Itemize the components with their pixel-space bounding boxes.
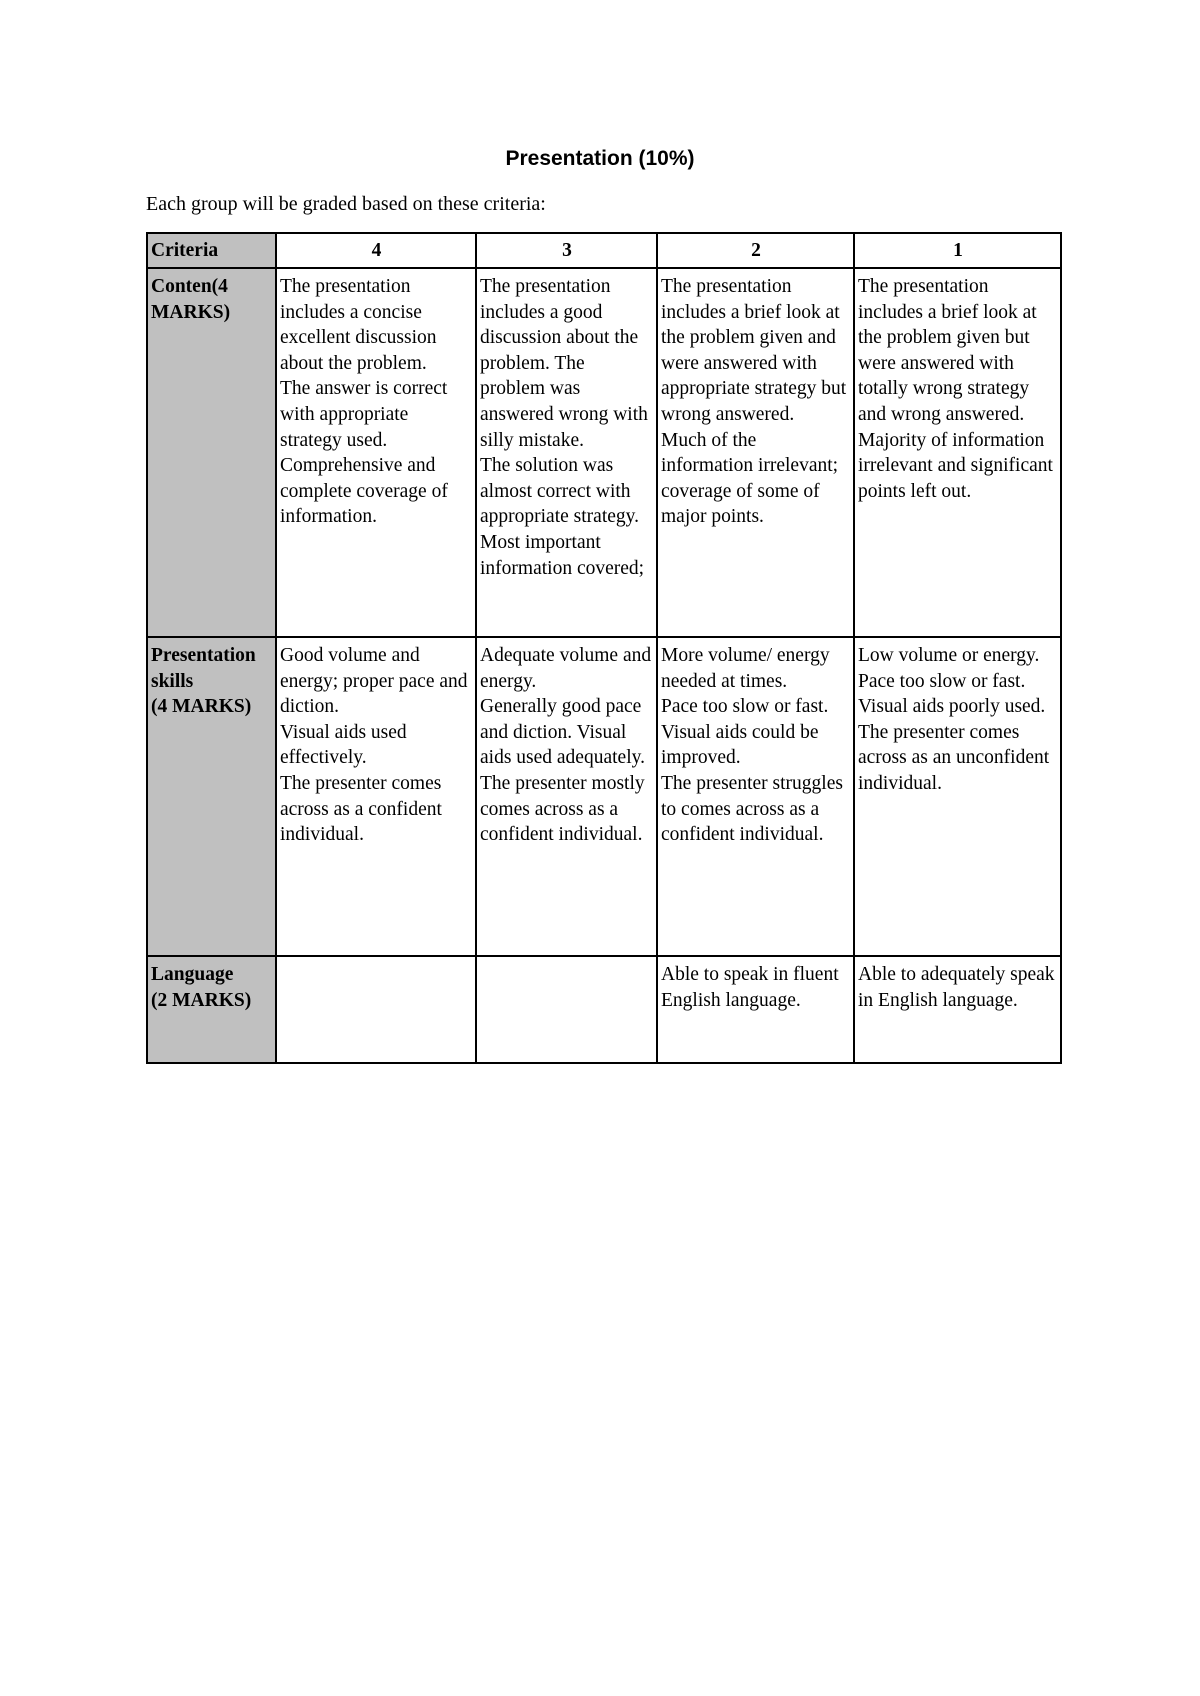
content-score-2-cell: [657, 268, 854, 637]
criterion-label: Presentation skills: [151, 645, 256, 692]
cell-paragraph: Low volume or energy. Pace too slow or fast. Visual aids poorly used.: [858, 645, 1046, 718]
cell-paragraph: The presenter comes across as an unconfident individual.: [858, 721, 1050, 794]
rubric-table: [146, 232, 1062, 1064]
table-row: [147, 268, 1061, 637]
criterion-content: [147, 268, 276, 637]
header-score-4: 4: [276, 233, 476, 268]
cell-paragraph: The presenter struggles to comes across as a confident individual.: [661, 772, 843, 846]
content-score-1-cell: [854, 268, 1061, 637]
cell-paragraph: The presenter mostly comes across as a confident individual.: [480, 772, 645, 846]
intro-text: Each group will be graded based on these criteria:: [146, 193, 546, 215]
content-score-3-cell: [476, 268, 657, 637]
cell-paragraph: Pace too slow or fast. Visual aids could be improved.: [661, 696, 829, 769]
header-score-2: 2: [657, 233, 854, 268]
cell-paragraph: Good volume and energy; proper pace and diction.: [280, 645, 468, 718]
header-criteria: Criteria: [147, 233, 276, 268]
cell-paragraph: The solution was almost correct with appropriate strategy.: [480, 455, 639, 528]
content-score-4-cell: [276, 268, 476, 637]
criterion-presentation-skills: [147, 637, 276, 956]
cell-paragraph: Able to adequately speak in English language.: [858, 964, 1055, 1011]
cell-paragraph: Adequate volume and energy.: [480, 645, 652, 692]
cell-paragraph: The answer is correct with appropriate strategy used.: [280, 378, 448, 451]
skills-score-2-cell: [657, 637, 854, 956]
criterion-label: Language: [151, 964, 234, 985]
criterion-marks: (4 MARKS): [151, 696, 252, 718]
cell-paragraph: The presentation includes a concise excellent discussion about the problem.: [280, 276, 437, 374]
criterion-marks: (2 MARKS): [151, 989, 252, 1011]
skills-score-4-cell: [276, 637, 476, 956]
rubric-header-row: [147, 233, 1061, 268]
criterion-label: Conten(4: [151, 276, 228, 297]
language-score-2-cell: [657, 956, 854, 1063]
header-score-1: 1: [854, 233, 1061, 268]
cell-paragraph: More volume/ energy needed at times.: [661, 645, 830, 692]
cell-paragraph: The presentation includes a brief look at the problem given but were answered with totally wrong strategy and wrong answered.: [858, 276, 1037, 425]
cell-paragraph: Most important information covered;: [480, 531, 645, 579]
language-score-3-cell: [476, 956, 657, 1063]
cell-paragraph: The presentation includes a good discussion about the problem. The problem was answered wrong with silly mistake.: [480, 276, 648, 451]
cell-paragraph: Able to speak in fluent English language.: [661, 964, 839, 1011]
language-score-4-cell: [276, 956, 476, 1063]
cell-paragraph: Majority of information irrelevant and significant points left out.: [858, 429, 1053, 502]
cell-paragraph: The presenter comes across as a confident individual.: [280, 772, 442, 846]
cell-paragraph: Much of the information irrelevant; coverage of some of major points.: [661, 429, 839, 528]
header-score-3: 3: [476, 233, 657, 268]
table-row: [147, 956, 1061, 1063]
cell-paragraph: Visual aids used effectively.: [280, 721, 407, 769]
page-title: Presentation (10%): [505, 147, 695, 170]
criterion-language: [147, 956, 276, 1063]
cell-paragraph: The presentation includes a brief look at the problem given and were answered with appropriate strategy but wrong answered.: [661, 276, 847, 425]
table-row: [147, 637, 1061, 956]
criterion-marks: MARKS): [151, 301, 231, 323]
cell-paragraph: Generally good pace and diction. Visual aids used adequately.: [480, 696, 645, 769]
language-score-1-cell: [854, 956, 1061, 1063]
cell-paragraph: Comprehensive and complete coverage of information.: [280, 455, 448, 528]
skills-score-3-cell: [476, 637, 657, 956]
skills-score-1-cell: [854, 637, 1061, 956]
